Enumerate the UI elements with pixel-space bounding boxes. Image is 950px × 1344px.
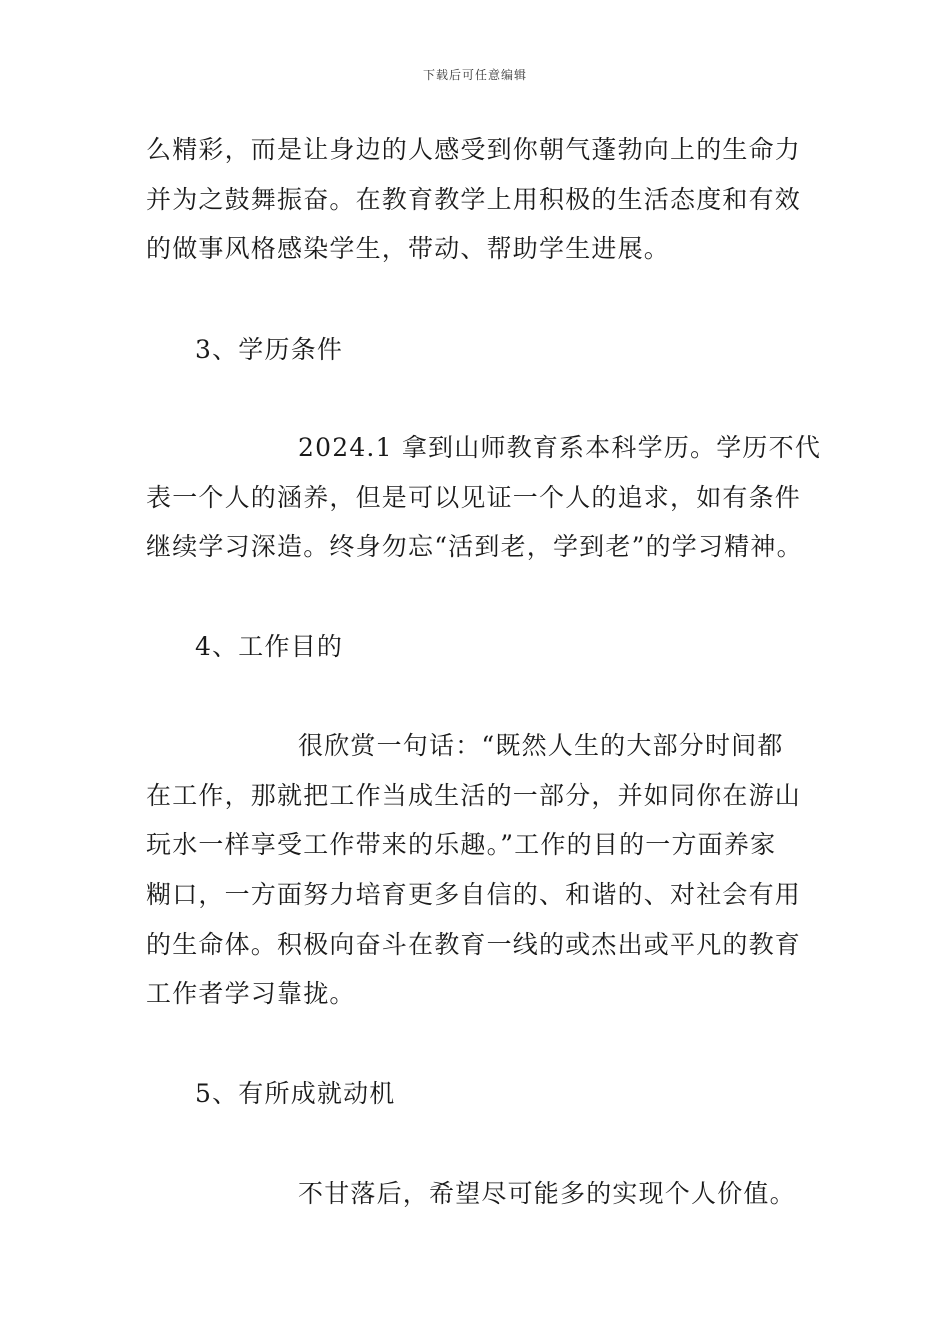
paragraph-line: 么精彩，而是让身边的人感受到你朝气蓬勃向上的生命力 [146,135,802,164]
paragraph-line: 继续学习深造。终身勿忘“活到老，学到老”的学习精神。 [146,532,803,561]
paragraph-line: 的生命体。积极向奋斗在教育一线的或杰出或平凡的教育 [146,930,802,959]
paragraph-line: 不甘落后，希望尽可能多的实现个人价值。 [298,1179,796,1208]
page-header: 下载后可任意编辑 [422,68,527,82]
paragraph-line: 2024.1 拿到山师教育系本科学历。学历不代 [298,433,822,462]
section-heading: 5、有所成就动机 [195,1079,396,1108]
paragraph-line: 在工作，那就把工作当成生活的一部分，并如同你在游山 [146,781,802,810]
paragraph-line: 很欣赏一句话：“既然人生的大部分时间都 [298,731,784,760]
paragraph-line: 玩水一样享受工作带来的乐趣。”工作的目的一方面养家 [146,830,777,859]
paragraph-line: 并为之鼓舞振奋。在教育教学上用积极的生活态度和有效 [146,185,802,214]
paragraph-line: 的做事风格感染学生，带动、帮助学生进展。 [146,234,671,263]
paragraph-line: 表一个人的涵养，但是可以见证一个人的追求，如有条件 [146,483,802,512]
section-heading: 3、学历条件 [195,335,344,364]
section-heading: 4、工作目的 [195,632,344,661]
paragraph-line: 糊口，一方面努力培育更多自信的、和谐的、对社会有用 [146,880,802,909]
paragraph-line: 工作者学习靠拢。 [146,979,356,1008]
